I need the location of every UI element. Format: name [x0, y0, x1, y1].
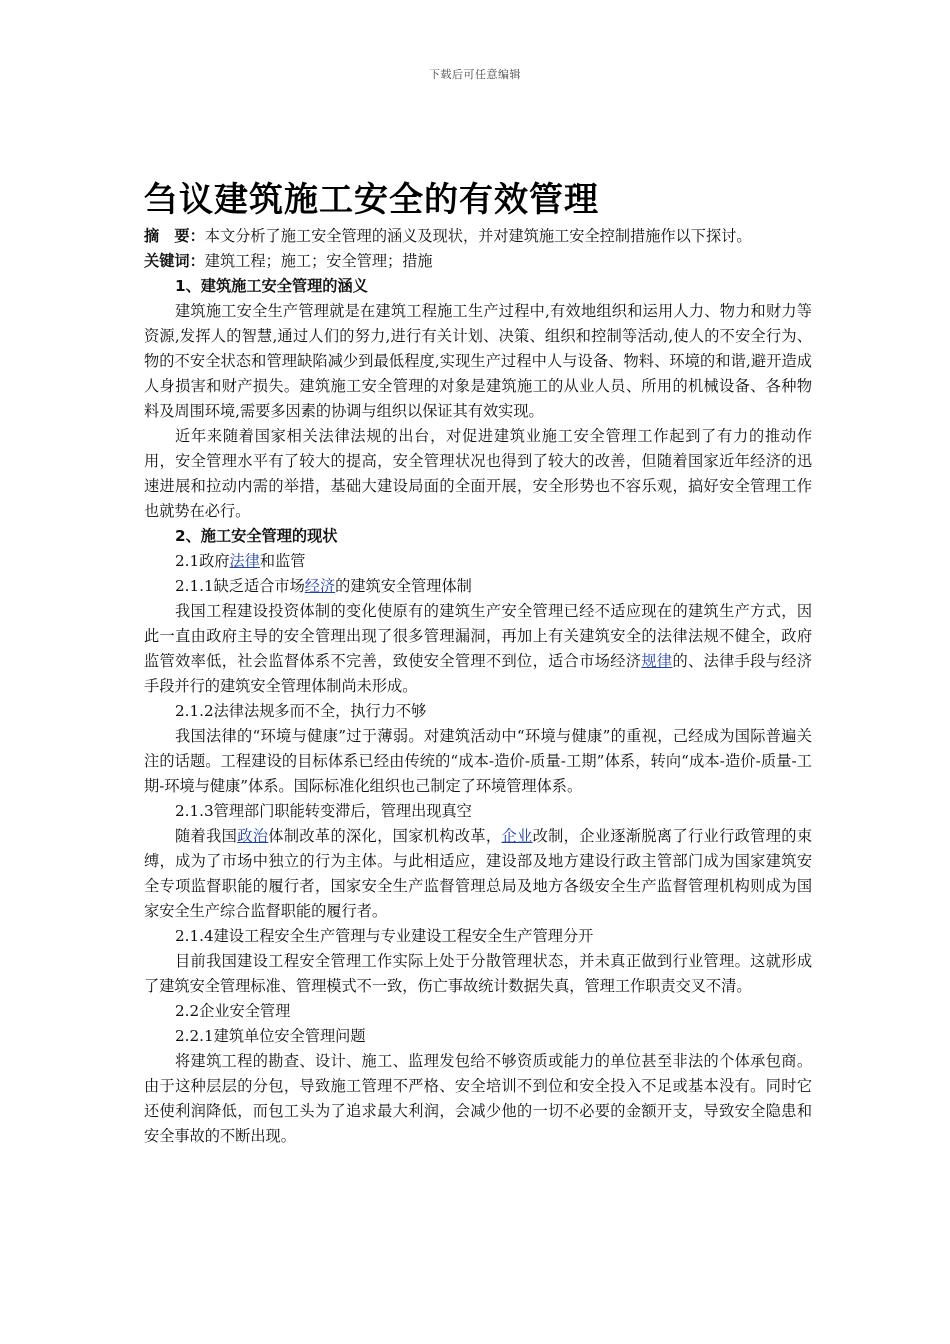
keywords	[144, 249, 812, 274]
subsection-2-1-4-heading: 2.1.4建设工程安全生产管理与专业建设工程安全生产管理分开	[175, 927, 594, 945]
subsection-2-1-1-heading	[144, 574, 812, 599]
abstract-text: 本文分析了施工安全管理的涵义及现状，并对建筑施工安全控制措施作以下探讨。	[204, 227, 752, 245]
subsection-2-1-3-heading: 2.1.3管理部门职能转变滞后，管理出现真空	[175, 802, 472, 820]
paragraph-2-1-1-post: 的、法律手段与经济手段并行的建筑安全管理体制尚未形成。	[144, 652, 813, 695]
enterprise-link[interactable]: 企业	[501, 827, 533, 845]
subsection-2-1-pre: 2.1政府	[175, 552, 230, 570]
subsection-2-2-1-paragraph: 将建筑工程的勘查、设计、施工、监理发包给不够资质或能力的单位甚至非法的个体承包商。由于这种层层的分包，导致施工管理不严格、安全培训不到位和安全投入不足或基本没有。同时它还使利润降低，而包工头为了追求最大利润，会减少他的一切不必要的金额开支，导致安全隐患和安全事故的不断出现。	[144, 1052, 812, 1145]
abstract	[144, 224, 812, 249]
section-1-paragraph-1: 建筑施工安全生产管理就是在建筑工程施工生产过程中,有效地组织和运用人力、物力和财力等资源,发挥人的智慧,通过人们的努力,进行有关计划、决策、组织和控制等活动,使人的不安全行为、物的不安全状态和管理缺陷减少到最低程度,实现生产过程中人与设备、物料、环境的和谐,避开造成人身损害和财产损失。建筑施工安全管理的对象是建筑施工的从业人员、所用的机械设备、各种物料及周围环境,需要多因素的协调与组织以保证其有效实现。	[144, 302, 812, 420]
subsection-2-1-2-paragraph: 我国法律的“环境与健康”过于薄弱。对建筑活动中“环境与健康”的重视，己经成为国际普遍关注的话题。工程建设的目标体系已经由传统的“成本-造价-质量-工期”体系，转向“成本-造价-质量-工期-环境与健康”体系。国际标准化组织也己制定了环境管理体系。	[144, 727, 812, 795]
paragraph-2-1-3-a: 随着我国	[175, 827, 238, 845]
law-link[interactable]: 法律	[229, 552, 260, 570]
keywords-label: 关键词：	[144, 252, 205, 270]
politics-link[interactable]: 政治	[237, 827, 269, 845]
abstract-label: 摘 要：	[144, 227, 205, 245]
paragraph-2-1-3-c: 改制，企业逐渐脱离了行业行政管理的束缚，成为了市场中独立的行为主体。与此相适应，建设部及地方建设行政主管部门成为国家建筑安全专项监督职能的履行者，国家安全生产监督管理总局及地方各级安全生产监督管理机构则成为国家安全生产综合监督职能的履行者。	[144, 827, 813, 920]
subsection-2-1-1-paragraph	[144, 599, 812, 699]
section-1-heading: 1、建筑施工安全管理的涵义	[175, 277, 368, 295]
subsection-2-1-post: 和监管	[259, 552, 306, 570]
subsection-2-1-3-paragraph	[144, 824, 812, 924]
keywords-text: 建筑工程；施工；安全管理；措施	[204, 252, 433, 270]
economy-link[interactable]: 经济	[304, 577, 336, 595]
section-2-heading: 2、施工安全管理的现状	[175, 527, 338, 545]
header-note: 下载后可任意编辑	[429, 68, 521, 81]
paragraph-2-1-1-pre: 我国工程建设投资体制的变化使原有的建筑生产安全管理已经不适应现在的建筑生产方式，因此一直由政府主导的安全管理出现了很多管理漏洞，再加上有关建筑安全的法律法规不健全，政府监管效率低，社会监督体系不完善，致使安全管理不到位，适合市场经济	[144, 602, 812, 670]
rule-link[interactable]: 规律	[641, 652, 673, 670]
document-body	[144, 176, 812, 1149]
subsection-2-1-1-pre: 2.1.1缺乏适合市场	[175, 577, 305, 595]
subsection-2-1-4-paragraph: 目前我国建设工程安全管理工作实际上处于分散管理状态，并未真正做到行业管理。这就形成了建筑安全管理标准、管理模式不一致，伤亡事故统计数据失真，管理工作职责交叉不清。	[144, 952, 812, 995]
subsection-2-1-heading	[144, 549, 812, 574]
subsection-2-1-2-heading: 2.1.2法律法规多而不全，执行力不够	[175, 702, 427, 720]
document-title: 刍议建筑施工安全的有效管理	[144, 180, 599, 220]
section-1-paragraph-2: 近年来随着国家相关法律法规的出台，对促进建筑业施工安全管理工作起到了有力的推动作用，安全管理水平有了较大的提高，安全管理状况也得到了较大的改善，但随着国家近年经济的迅速进展和拉动内需的举措，基础大建设局面的全面开展，安全形势也不容乐观，搞好安全管理工作也就势在必行。	[144, 427, 812, 520]
paragraph-2-1-3-b: 体制改革的深化，国家机构改革，	[268, 827, 502, 845]
subsection-2-2-1-heading: 2.2.1建筑单位安全管理问题	[175, 1027, 366, 1045]
subsection-2-2-heading: 2.2企业安全管理	[175, 1002, 291, 1020]
subsection-2-1-1-post: 的建筑安全管理体制	[335, 577, 472, 595]
